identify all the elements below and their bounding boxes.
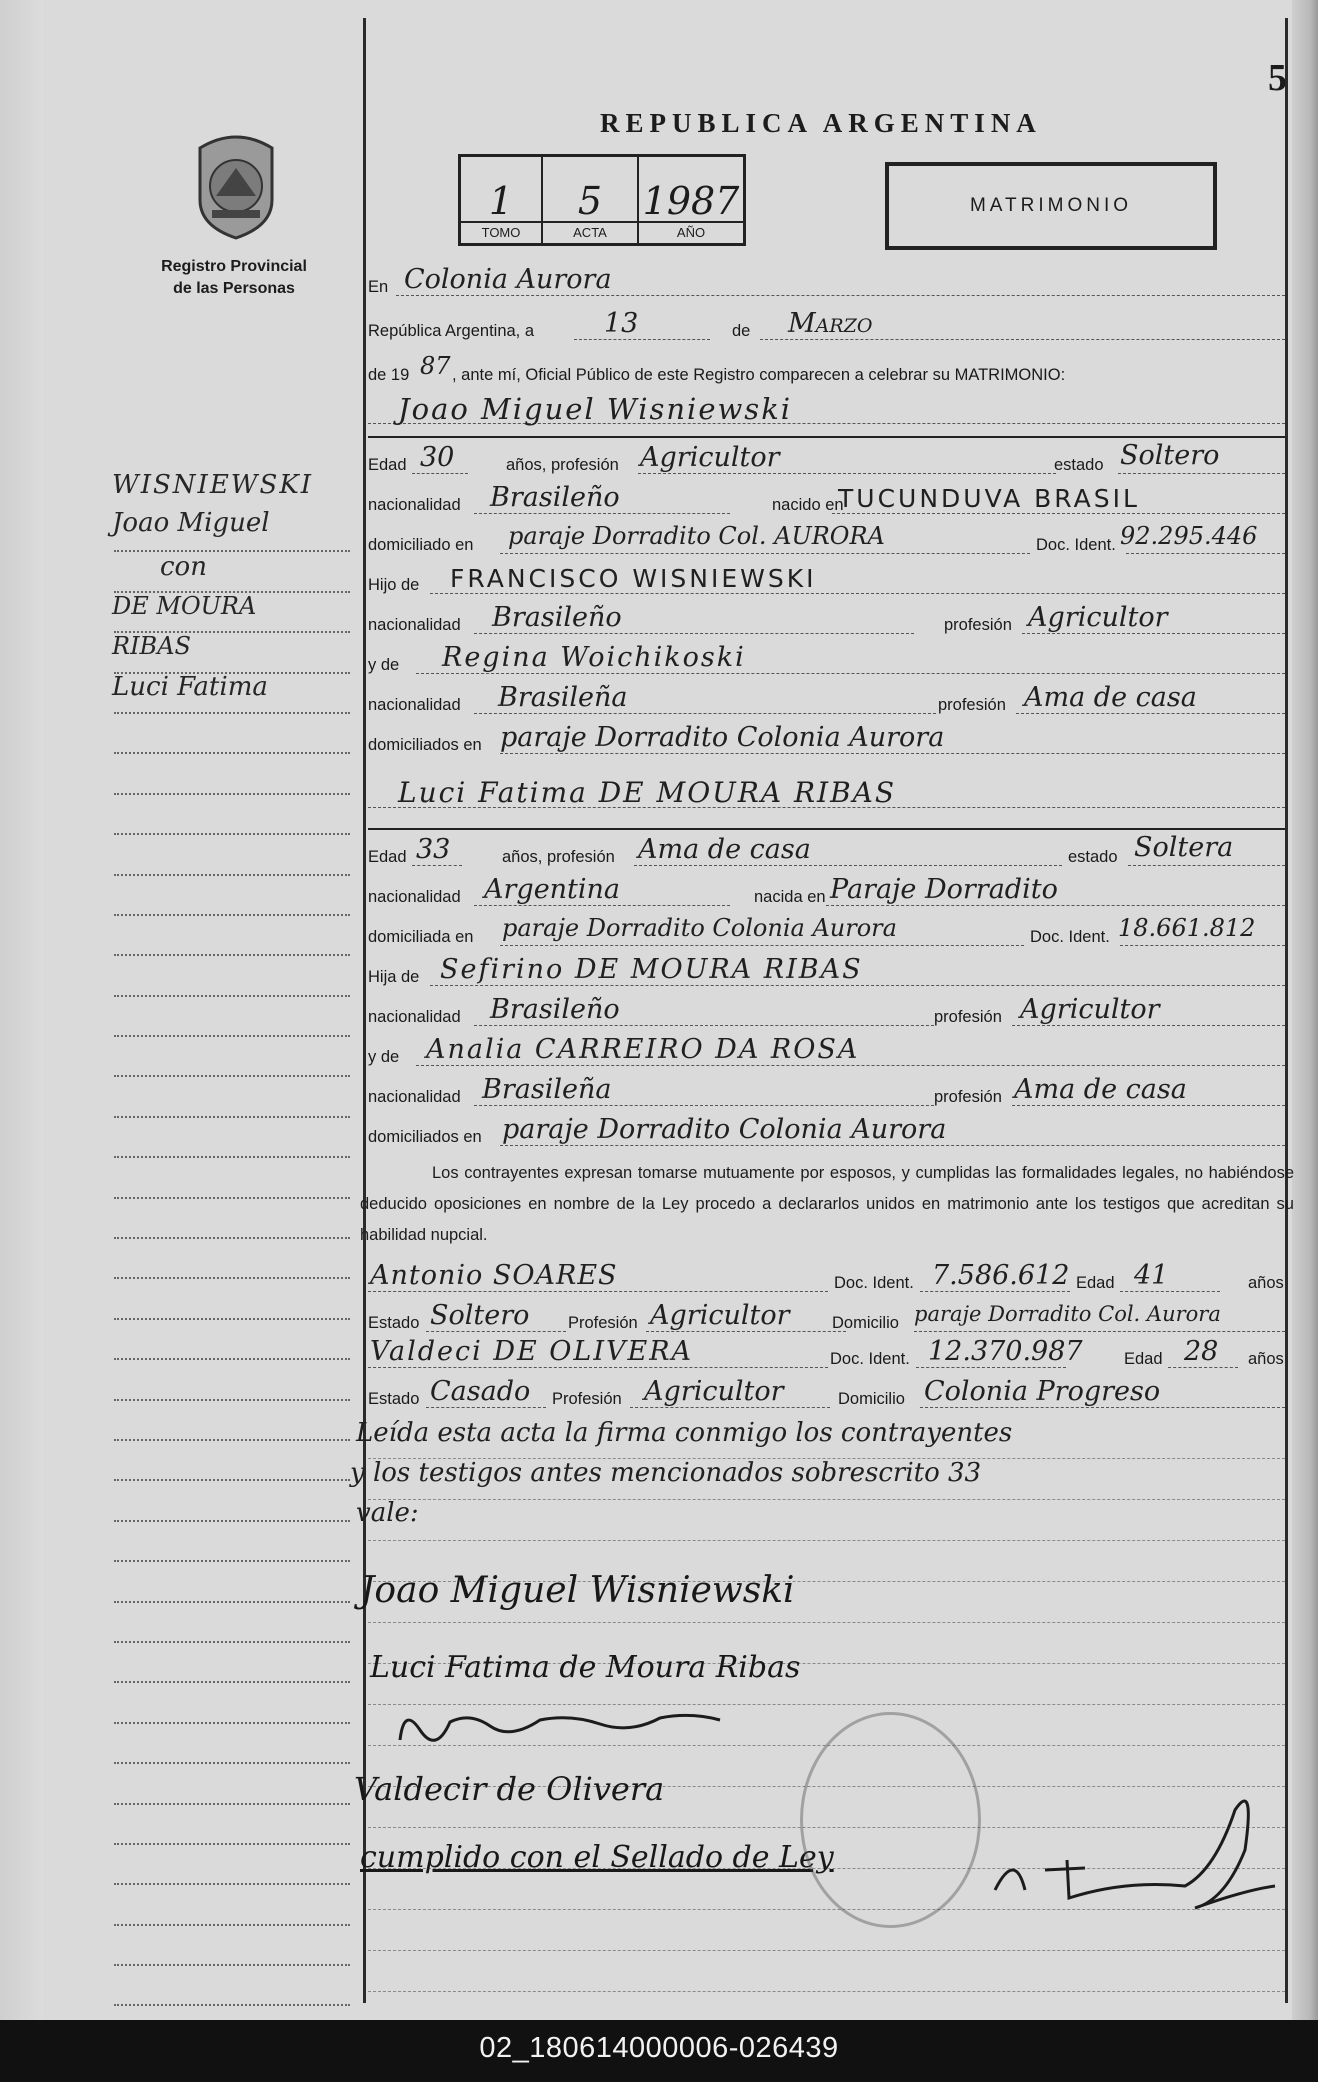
groom-padre-prof-label: profesión bbox=[944, 616, 1012, 634]
bride-madre-nac-label: nacionalidad bbox=[368, 1088, 461, 1106]
groom-madre-row bbox=[368, 642, 1285, 680]
bride-profesion-label: años, profesión bbox=[502, 848, 615, 866]
witness-1-row bbox=[368, 1260, 1285, 1298]
witness-1-name: Antonio SOARES bbox=[370, 1260, 618, 1291]
groom-nacido-label: nacido en bbox=[772, 496, 844, 514]
margin-note-line-5: RIBAS bbox=[112, 632, 191, 660]
margin-note-line-1: WISNIEWSKI bbox=[112, 470, 314, 500]
groom-domicilio-label: domiciliado en bbox=[368, 536, 474, 554]
bride-signature: Luci Fatima de Moura Ribas bbox=[370, 1650, 801, 1685]
bride-padre-nac-row bbox=[368, 994, 1285, 1032]
year-suffix: 87 bbox=[420, 352, 451, 380]
official-signature-scribble-icon bbox=[985, 1790, 1285, 1920]
margin-note-line-3: con bbox=[160, 552, 207, 582]
bride-nacionalidad: Argentina bbox=[484, 874, 621, 905]
witness-1-signature-scribble-icon bbox=[390, 1700, 750, 1750]
intro-text: , ante mí, Oficial Público de este Registro comparecen a celebrar su MATRIMONIO: bbox=[452, 366, 1066, 384]
registry-caption bbox=[144, 256, 324, 300]
anio-cell bbox=[639, 157, 743, 243]
witness-1-domicilio: paraje Dorradito Col. Aurora bbox=[914, 1302, 1221, 1326]
bride-edad: 33 bbox=[416, 834, 451, 865]
groom-domicilio-row bbox=[368, 522, 1285, 560]
tomo-label: TOMO bbox=[461, 221, 541, 240]
tomo-cell bbox=[461, 157, 543, 243]
de-label: de bbox=[732, 322, 751, 340]
bride-padre-prof-label: profesión bbox=[934, 1008, 1002, 1026]
bride-doc-label: Doc. Ident. bbox=[1030, 928, 1110, 946]
groom-padre-label: Hijo de bbox=[368, 576, 420, 594]
bride-madre: Analia CARREIRO DA ROSA bbox=[426, 1034, 860, 1065]
province-seal-icon bbox=[192, 130, 280, 240]
witness-2-profesion-label: Profesión bbox=[552, 1390, 622, 1408]
groom-nacionalidad-row bbox=[368, 482, 1285, 520]
tomo-value: 1 bbox=[488, 179, 514, 223]
groom-padres-dom: paraje Dorradito Colonia Aurora bbox=[500, 722, 945, 753]
groom-padres-dom-label: domiciliados en bbox=[368, 736, 482, 754]
bride-estado-label: estado bbox=[1068, 848, 1118, 866]
groom-profesion-label: años, profesión bbox=[506, 456, 619, 474]
bride-name: Luci Fatima DE MOURA RIBAS bbox=[398, 776, 897, 809]
witness-1-edad: 41 bbox=[1134, 1260, 1169, 1291]
bride-madre-nac: Brasileña bbox=[482, 1074, 612, 1105]
groom-edad: 30 bbox=[420, 442, 455, 473]
registry-line-1: Registro Provincial bbox=[161, 258, 307, 275]
groom-profesion: Agricultor bbox=[640, 442, 780, 473]
page-number: 5 bbox=[1268, 57, 1287, 99]
bride-madre-label: y de bbox=[368, 1048, 400, 1066]
bride-padre-nac: Brasileño bbox=[490, 994, 620, 1025]
certificate-type-box: MATRIMONIO bbox=[885, 162, 1217, 250]
witness-2-name: Valdeci DE OLIVERA bbox=[370, 1336, 694, 1367]
year-row bbox=[368, 352, 1285, 390]
bride-profesion: Ama de casa bbox=[638, 834, 811, 865]
bride-nacida-label: nacida en bbox=[754, 888, 826, 906]
acta-value: 5 bbox=[577, 179, 603, 223]
date-row bbox=[368, 308, 1285, 346]
anio-value: 1987 bbox=[642, 179, 740, 223]
bride-madre-nac-row bbox=[368, 1074, 1285, 1112]
witness-2-edad: 28 bbox=[1184, 1336, 1219, 1367]
registry-line-2: de las Personas bbox=[173, 280, 295, 297]
bride-domicilio-label: domiciliada en bbox=[368, 928, 474, 946]
bride-madre-row bbox=[368, 1034, 1285, 1072]
margin-note-line-6: Luci Fatima bbox=[112, 672, 268, 702]
groom-padre-nac-row bbox=[368, 602, 1285, 640]
groom-edad-label: Edad bbox=[368, 456, 407, 474]
groom-edad-row bbox=[368, 440, 1285, 480]
bride-doc: 18.661.812 bbox=[1118, 914, 1256, 942]
bride-nacionalidad-row bbox=[368, 874, 1285, 912]
bride-padre-row bbox=[368, 954, 1285, 992]
witness-2-profesion: Agricultor bbox=[644, 1376, 784, 1407]
groom-madre-prof-label: profesión bbox=[938, 696, 1006, 714]
bride-padres-dom-row bbox=[368, 1114, 1285, 1152]
bride-padre-nac-label: nacionalidad bbox=[368, 1008, 461, 1026]
sellado-note: cumplido con el Sellado de Ley bbox=[360, 1840, 834, 1875]
witness-2-row bbox=[368, 1336, 1285, 1374]
groom-separator bbox=[368, 436, 1285, 438]
closing-line-3: vale: bbox=[356, 1498, 419, 1528]
groom-padre-nac-label: nacionalidad bbox=[368, 616, 461, 634]
groom-madre-prof: Ama de casa bbox=[1024, 682, 1197, 713]
declaration-paragraph: Los contrayentes expresan tomarse mutuamente por esposos, y cumplidas las formalidades legales, no habiéndose deducido oposiciones en nombre de la Ley procedo a declararlos unidos en matrimonio ante los testigos que acreditan su habilidad nupcial. bbox=[360, 1164, 1294, 1244]
place-row bbox=[368, 264, 1285, 302]
en-label: En bbox=[368, 278, 389, 296]
witness-2-domicilio: Colonia Progreso bbox=[924, 1376, 1161, 1407]
witness-2-edad-label: Edad bbox=[1124, 1350, 1163, 1368]
margin-note-line-4: DE MOURA bbox=[112, 592, 257, 620]
bride-domicilio: paraje Dorradito Colonia Aurora bbox=[502, 914, 897, 942]
year-prefix: de 19 bbox=[368, 366, 410, 384]
groom-madre-nac-label: nacionalidad bbox=[368, 696, 461, 714]
footer-filename: 02_180614000006-026439 bbox=[479, 2032, 839, 2064]
closing-line-1: Leída esta acta la firma conmigo los contrayentes bbox=[356, 1418, 1013, 1448]
witness-2-doc-label: Doc. Ident. bbox=[830, 1350, 910, 1368]
bride-padres-dom: paraje Dorradito Colonia Aurora bbox=[502, 1114, 947, 1145]
groom-nacionalidad-label: nacionalidad bbox=[368, 496, 461, 514]
bride-padre-prof: Agricultor bbox=[1020, 994, 1160, 1025]
registry-seal-stamp-icon bbox=[800, 1712, 981, 1928]
bride-madre-prof-label: profesión bbox=[934, 1088, 1002, 1106]
bride-edad-label: Edad bbox=[368, 848, 407, 866]
groom-nacionalidad: Brasileño bbox=[490, 482, 620, 513]
groom-madre-nac-row bbox=[368, 682, 1285, 720]
groom-signature: Joao Miguel Wisniewski bbox=[360, 1570, 795, 1611]
bride-nacionalidad-label: nacionalidad bbox=[368, 888, 461, 906]
bride-name-row bbox=[368, 776, 1285, 814]
margin-note-line-2: Joao Miguel bbox=[112, 508, 270, 538]
bride-separator bbox=[368, 828, 1285, 830]
groom-padre: FRANCISCO WISNIEWSKI bbox=[450, 564, 817, 593]
bride-madre-prof: Ama de casa bbox=[1014, 1074, 1187, 1105]
groom-name: Joao Miguel Wisniewski bbox=[398, 392, 793, 426]
closing-line-2: y los testigos antes mencionados sobrescrito 33 bbox=[350, 1458, 982, 1488]
witness-1-anos-label: años bbox=[1248, 1274, 1284, 1292]
groom-padre-prof: Agricultor bbox=[1028, 602, 1168, 633]
bride-edad-row bbox=[368, 832, 1285, 872]
left-margin-rule bbox=[363, 18, 366, 2003]
witness-1-doc-label: Doc. Ident. bbox=[834, 1274, 914, 1292]
groom-nacido: TUCUNDUVA BRASIL bbox=[838, 484, 1140, 513]
witness-1-detail-row bbox=[368, 1300, 1285, 1338]
groom-padres-dom-row bbox=[368, 722, 1285, 760]
witness-2-estado: Casado bbox=[430, 1376, 531, 1407]
bride-padre-label: Hija de bbox=[368, 968, 420, 986]
place-value: Colonia Aurora bbox=[404, 264, 612, 295]
witness-1-profesion: Agricultor bbox=[650, 1300, 790, 1331]
bride-nacida: Paraje Dorradito bbox=[830, 874, 1058, 905]
groom-madre-nac: Brasileña bbox=[498, 682, 628, 713]
country-heading: REPUBLICA ARGENTINA bbox=[600, 108, 1042, 138]
groom-madre-label: y de bbox=[368, 656, 400, 674]
witness-2-detail-row bbox=[368, 1376, 1285, 1414]
groom-padre-row bbox=[368, 566, 1285, 600]
groom-doc-label: Doc. Ident. bbox=[1036, 536, 1116, 554]
witness-2-doc: 12.370.987 bbox=[928, 1336, 1083, 1367]
witness-1-domicilio-label: Domicilio bbox=[832, 1314, 899, 1332]
groom-padre-nac: Brasileño bbox=[492, 602, 622, 633]
tomo-acta-anio-box bbox=[458, 154, 746, 246]
bride-estado: Soltera bbox=[1134, 832, 1234, 863]
bride-padres-dom-label: domiciliados en bbox=[368, 1128, 482, 1146]
bride-padre: Sefirino DE MOURA RIBAS bbox=[440, 954, 863, 985]
day-value: 13 bbox=[604, 308, 639, 339]
margin-ruled-lines bbox=[114, 512, 350, 2047]
witness-1-estado-label: Estado bbox=[368, 1314, 420, 1332]
groom-estado: Soltero bbox=[1120, 440, 1220, 471]
month-value: Marzo bbox=[788, 308, 873, 339]
page-shadow-right bbox=[1292, 0, 1318, 2020]
witness-1-profesion-label: Profesión bbox=[568, 1314, 638, 1332]
witness-2-anos-label: años bbox=[1248, 1350, 1284, 1368]
anio-label: AÑO bbox=[639, 221, 743, 240]
groom-name-row bbox=[368, 392, 1285, 430]
groom-doc: 92.295.446 bbox=[1120, 522, 1258, 550]
republica-label: República Argentina, a bbox=[368, 322, 535, 340]
witness-2-estado-label: Estado bbox=[368, 1390, 420, 1408]
witness-1-edad-label: Edad bbox=[1076, 1274, 1115, 1292]
acta-label: ACTA bbox=[543, 221, 637, 240]
bride-domicilio-row bbox=[368, 914, 1285, 952]
witness-2-signature: Valdecir de Olivera bbox=[354, 1770, 665, 1808]
groom-estado-label: estado bbox=[1054, 456, 1104, 474]
witness-1-estado: Soltero bbox=[430, 1300, 530, 1331]
groom-madre: Regina Woichikoski bbox=[442, 642, 746, 673]
page-shadow-left bbox=[0, 0, 44, 2020]
witness-2-domicilio-label: Domicilio bbox=[838, 1390, 905, 1408]
right-margin-rule bbox=[1285, 18, 1288, 2003]
acta-cell bbox=[543, 157, 639, 243]
witness-1-doc: 7.586.612 bbox=[932, 1260, 1070, 1291]
groom-domicilio: paraje Dorradito Col. AURORA bbox=[508, 522, 885, 550]
